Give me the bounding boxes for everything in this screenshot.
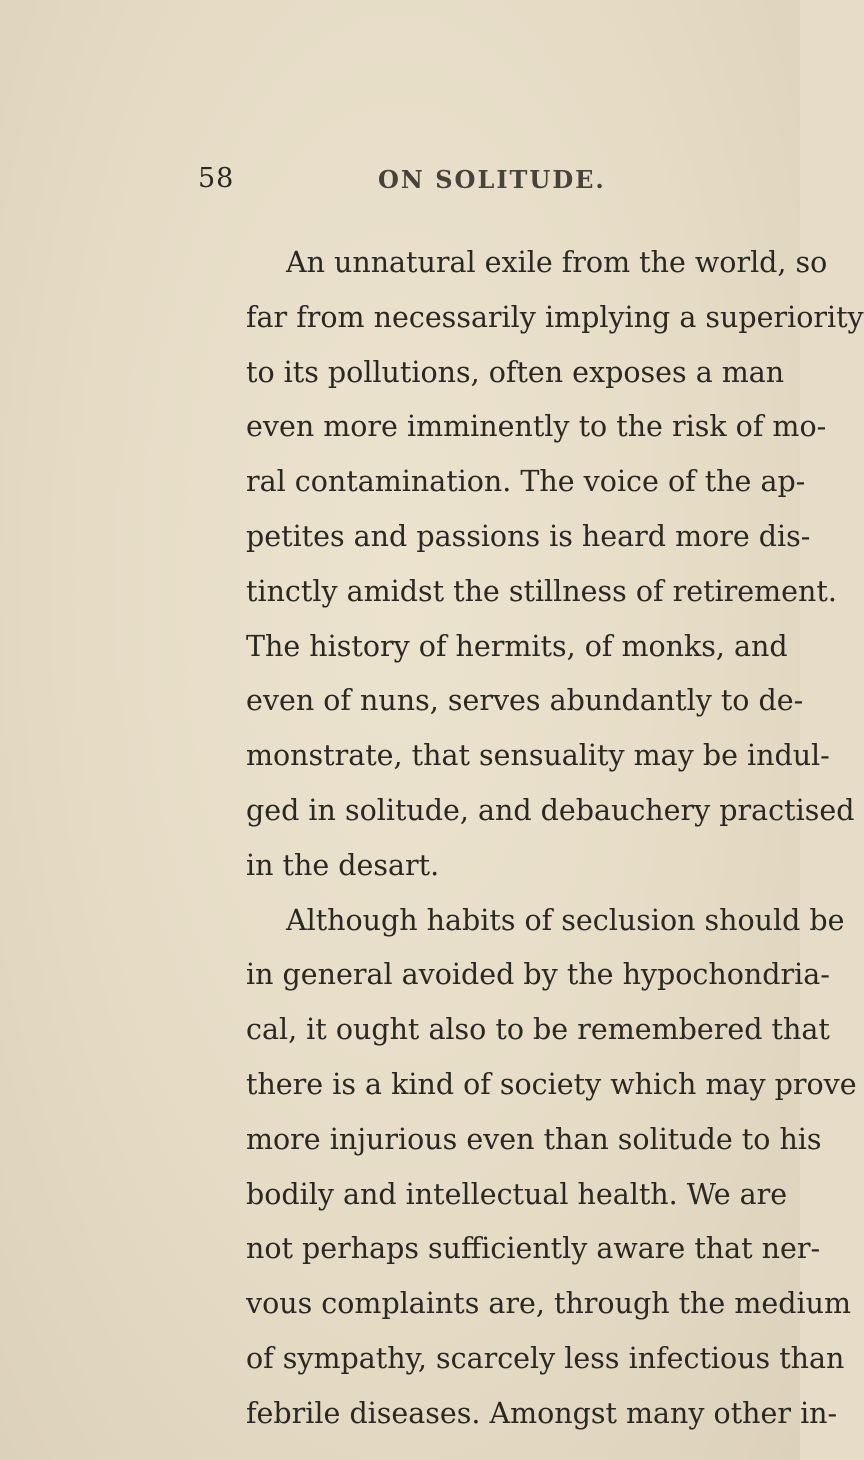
- text-line: there is a kind of society which may prove: [246, 1067, 857, 1101]
- paragraph-1: [246, 236, 864, 894]
- text-line: far from necessarily implying a superiority: [246, 300, 864, 334]
- text-line: in general avoided by the hypochondria-: [246, 958, 830, 992]
- text-line: vous complaints are, through the medium: [246, 1287, 851, 1321]
- text-line: more injurious even than solitude to his: [246, 1122, 822, 1156]
- body-text: [246, 236, 864, 1442]
- text-line: monstrate, that sensuality may be indul-: [246, 739, 830, 773]
- text-line: The history of hermits, of monks, and: [246, 629, 788, 663]
- text-line: ral contamination. The voice of the ap-: [246, 465, 806, 499]
- text-line: cal, it ought also to be remembered that: [246, 1013, 830, 1047]
- text-line: febrile diseases. Amongst many other in-: [246, 1396, 838, 1430]
- text-line: ged in solitude, and debauchery practised: [246, 793, 855, 827]
- text-line: even of nuns, serves abundantly to de-: [246, 684, 804, 718]
- paragraph-2: [246, 894, 857, 1442]
- text-line: Although habits of seclusion should be: [286, 903, 845, 937]
- text-line: tinctly amidst the stillness of retirement.: [246, 574, 837, 608]
- text-line: to its pollutions, often exposes a man: [246, 355, 785, 389]
- page-header: [0, 163, 800, 199]
- text-line: An unnatural exile from the world, so: [286, 246, 828, 279]
- running-head: ON SOLITUDE.: [378, 165, 606, 194]
- text-line: in the desart.: [246, 848, 440, 882]
- text-line: bodily and intellectual health. We are: [246, 1177, 788, 1211]
- text-line: not perhaps sufficiently aware that ner-: [246, 1232, 821, 1266]
- text-line: petites and passions is heard more dis-: [246, 519, 811, 553]
- page-number: 58: [198, 163, 235, 194]
- text-line: of sympathy, scarcely less infectious than: [246, 1341, 845, 1375]
- text-line: even more imminently to the risk of mo-: [246, 410, 827, 444]
